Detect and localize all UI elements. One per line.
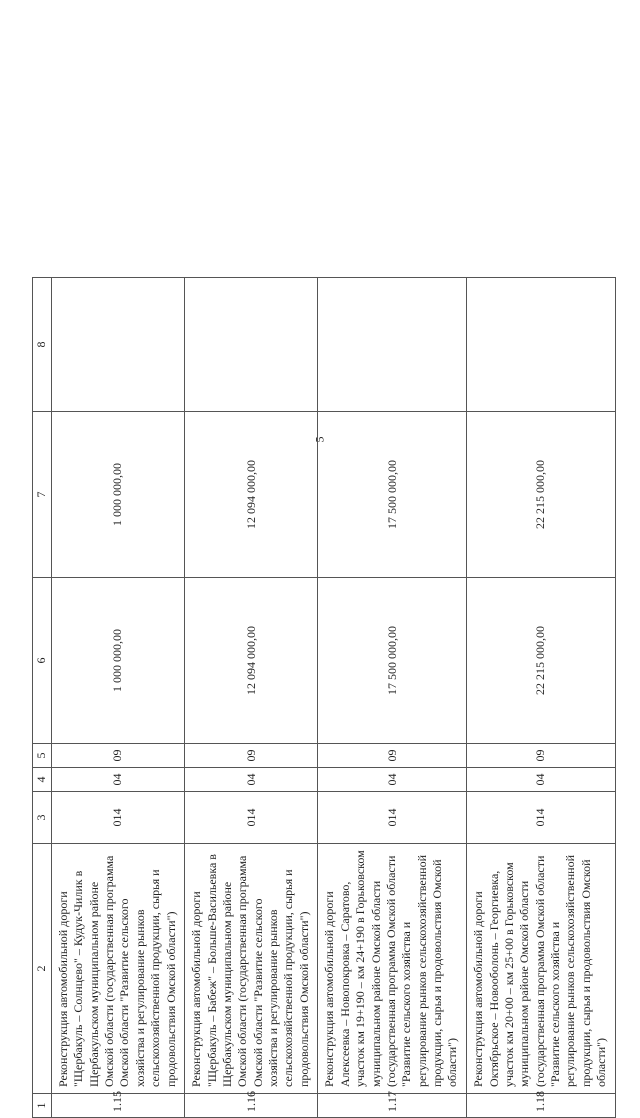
column-header: 3	[33, 792, 52, 844]
cell-col6-amount: 17 500 000,00	[318, 578, 467, 744]
cell-col5: 09	[318, 744, 467, 768]
column-header: 1	[33, 1094, 52, 1118]
cell-col6-amount: 22 215 000,00	[467, 578, 616, 744]
table-row	[318, 278, 467, 1118]
cell-col6-amount: 1 000 000,00	[52, 578, 185, 744]
column-header: 4	[33, 768, 52, 792]
cell-col7-amount: 22 215 000,00	[467, 412, 616, 578]
cell-col8	[318, 278, 467, 412]
cell-col4: 04	[52, 768, 185, 792]
row-number: 1.18	[467, 1094, 616, 1118]
cell-col7-amount: 17 500 000,00	[318, 412, 467, 578]
column-header: 8	[33, 278, 52, 412]
cell-col3: 014	[318, 792, 467, 844]
cell-col3: 014	[467, 792, 616, 844]
row-description: Реконструкция автомобильной дороги "Щербакуль – Бабеж" – Больше-Васильевка в Щербакульском муниципальном районе Омской области (государственная программа Омской области "Развитие сельского хозяйства и регулирование рынков сельскохозяйственной продукции, сырья и продовольствия Омской области")	[185, 844, 318, 1094]
column-header: 6	[33, 578, 52, 744]
row-description: Реконструкция автомобильной дороги Октябрьское – Новооболонь – Георгиевка, участок км 20+00 – км 25+00 в Горьковском муниципальном районе Омской области (государственная программа Омской области "Развитие сельского хозяйства и регулирование рынков сельскохозяйственной продукции, сырья и продовольствия Омской области")	[467, 844, 616, 1094]
column-header: 2	[33, 844, 52, 1094]
column-number-row	[33, 278, 52, 1118]
cell-col4: 04	[185, 768, 318, 792]
table-row	[467, 278, 616, 1118]
cell-col7-amount: 12 094 000,00	[185, 412, 318, 578]
cell-col8	[185, 278, 318, 412]
cell-col5: 09	[185, 744, 318, 768]
cell-col3: 014	[52, 792, 185, 844]
cell-col3: 014	[185, 792, 318, 844]
cell-col5: 09	[52, 744, 185, 768]
cell-col4: 04	[318, 768, 467, 792]
cell-col8	[467, 278, 616, 412]
row-description: Реконструкция автомобильной дороги Алексеевка – Новопокровка – Саратово, участок км 19+190 – км 24+190 в Горьковском муниципальном районе Омской области (государственная программа Омской области "Развитие сельского хозяйства и регулирование рынков сельскохозяйственной продукции, сырья и продовольствия Омской области")	[318, 844, 467, 1094]
row-number: 1.16	[185, 1094, 318, 1118]
column-header: 7	[33, 412, 52, 578]
cell-col8	[52, 278, 185, 412]
cell-col7-amount: 1 000 000,00	[52, 412, 185, 578]
page-number: 5	[312, 436, 327, 443]
cell-col6-amount: 12 094 000,00	[185, 578, 318, 744]
row-number: 1.17	[318, 1094, 467, 1118]
budget-table	[32, 277, 616, 1118]
row-description: Реконструкция автомобильной дороги "Щербакуль – Солнцево" – Кудук-Чилик в Щербакульском муниципальном районе Омской области (государственная программа Омской области "Развитие сельского хозяйства и регулирование рынков сельскохозяйственной продукции, сырья и продовольствия Омской области")	[52, 844, 185, 1094]
row-number: 1.15	[52, 1094, 185, 1118]
table-row	[52, 278, 185, 1118]
cell-col5: 09	[467, 744, 616, 768]
column-header: 5	[33, 744, 52, 768]
rotated-page	[32, 278, 616, 1118]
cell-col4: 04	[467, 768, 616, 792]
table-row	[185, 278, 318, 1118]
